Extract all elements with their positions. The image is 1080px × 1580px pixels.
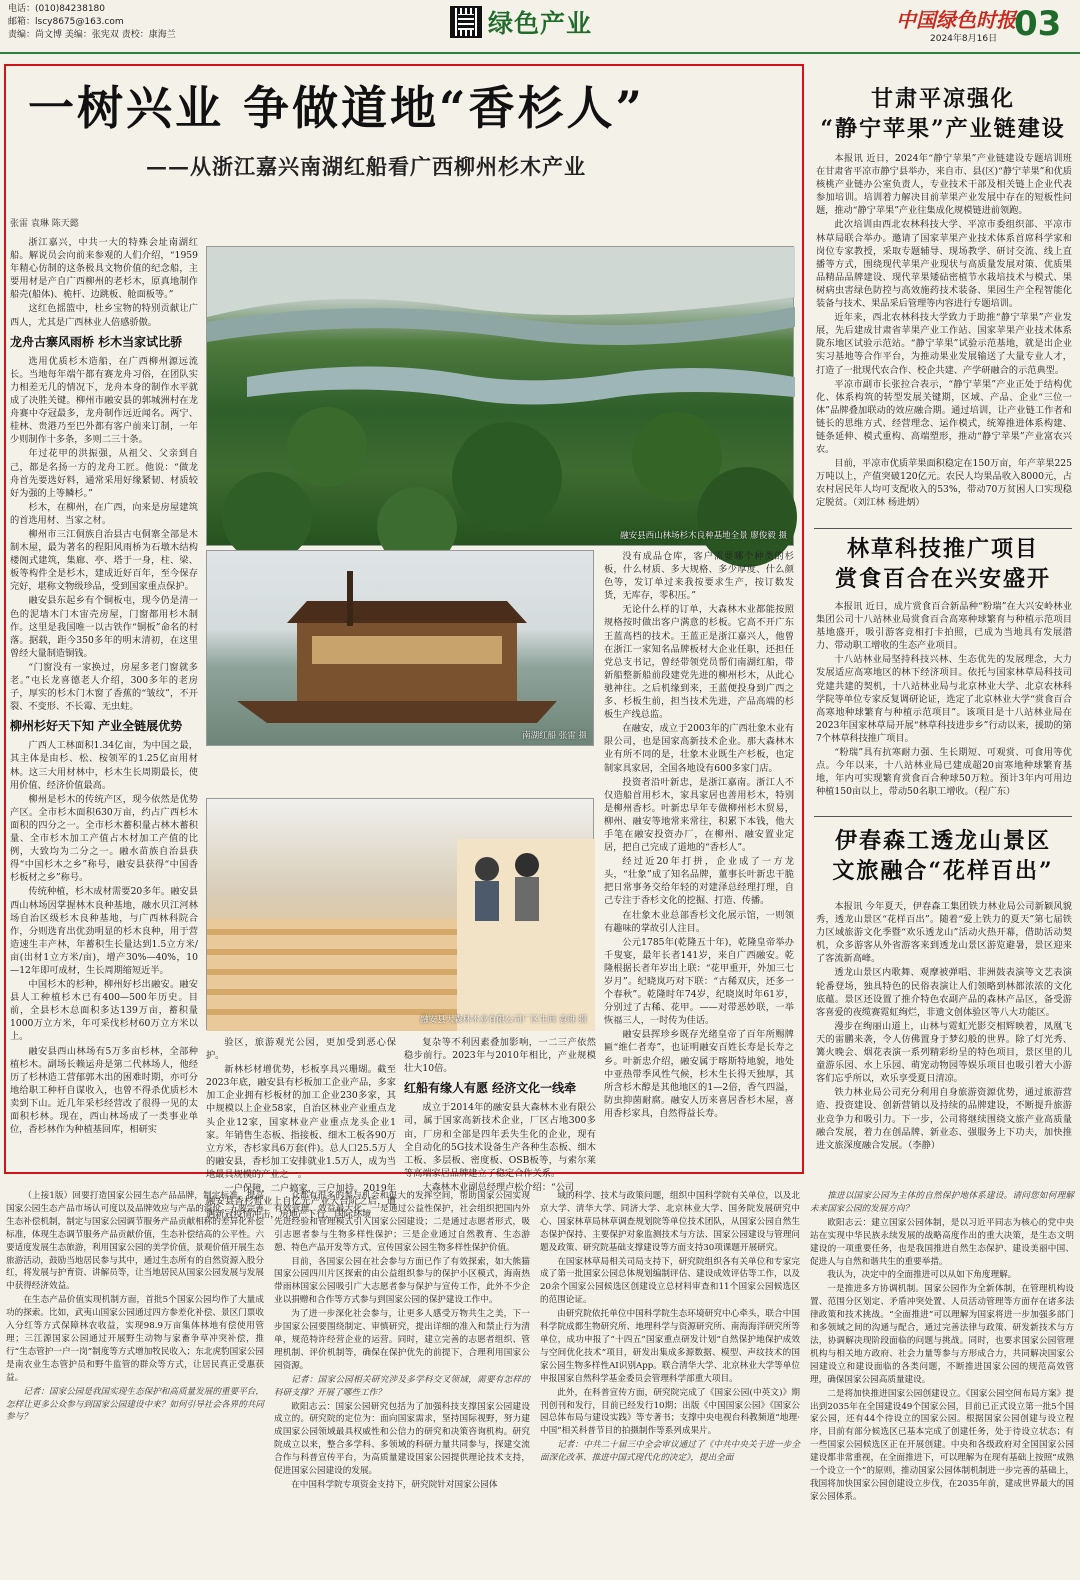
contact-phone: 电话：(010)84238180 <box>8 4 106 14</box>
paragraph: 柳州市三江侗族自治县古屯侗寨全部是木制木屋，最为著名的程阳风雨桥为石墩木结构楼阁式建筑，集廊、亭、塔于一身，柱、梁、板等构件全是杉木，建成近好百年，至今保存完好，堪称文物级珍品，受到国家重点保护。 <box>10 528 198 593</box>
paragraph: 由研究院依托单位中国科学院生态环境研究中心牵头，联合中国科学院成都生物研究所、地理科学与资源研究所、南海海洋研究所等单位，成功申报了“十四五”国家重点研发计划“自然保护地保护成效与空间优化技术”项目，研发出集成多源数据、模型、声纹技术的国家公园生物多样性AI识别App。联合清华大学、北京林业大学等单位申报国家自然科学基金委员会管理科学部重大项目。 <box>540 1309 800 1384</box>
paragraph: 在国家林草局相关司局支持下，研究院组织各有关单位和专家完成了第一批国家公园总体规划编制评估、建设成效评估等工作，以及20余个国家公园候选区创建设立总材料审查和11个国家公园候选区的范围论证。 <box>540 1256 800 1306</box>
contact-info <box>8 3 176 42</box>
paragraph: 在中国科学院专项资金支持下，研究院针对国家公园体 <box>291 1479 498 1490</box>
paragraph: 融安县挥珍乡既存光绪皇帝了百年所赐牌匾“维仁者寿”，也证明融安百姓长寿是长寿之乡。叶新忠介绍，融安属于喀斯特地貌，地处中亚热带季风性气候，杉木生长得天独厚，其所含杉木醇是其他地区的1—2倍，香气四溢，防虫抑菌耐腐。融安人历来喜居香杉木屋，喜用香杉家具，自然得益长寿。 <box>604 1029 794 1119</box>
side-story-3-title <box>814 826 1072 886</box>
section-heading: 龙舟古寨风雨桥 杉木当家试比骄 <box>10 334 183 349</box>
paragraph: 漫步在绚丽山道上，山林与霓虹光影交相辉映着，凤凰飞天的雷鹏来袭，令人仿佛置身于梦幻般的世界。除了灯光秀、篝火晚会、烟花表演一系列精彩纷呈的特色项目，景区里的儿童游乐园、水上乐园、萌宠动物园等娱乐项目也吸引着大小游客们忘乎所以，欢乐享受夏日清凉。 <box>816 1020 1072 1085</box>
side-story-2-body <box>816 600 1072 812</box>
article-column-2 <box>206 1036 396 1221</box>
section-title: 绿色产业 <box>488 9 593 38</box>
boat-illustration <box>207 551 595 747</box>
paragraph: 大森林木业副总经理卢松介绍：“公司 <box>422 1181 575 1193</box>
paragraph: 此次培训由西北农林科技大学、平凉市委组织部、平凉市林草局联合举办。邀请了国家苹果产业技术体系首席科学家和岗位专家教授，采取专题辅导、现场教学、研讨交流、线上直播等方式，围绕现代苹果产业现状与高质量发展对策、优质果品精品品牌建设、现代苹果矮砧密植节水栽培技术与模式、果树病虫害绿色防控与高效施药技术装备、果园生产全程智能化装备与技术、果品采后管理等内容进行专题培训。 <box>816 219 1072 310</box>
question: 推进以国家公园为主体的自然保护地体系建设。请问您如何理解未来国家公园的发展方向？ <box>810 1191 1074 1214</box>
paragraph: 平凉市副市长张拉合表示，“静宁苹果”产业正处于结构优化、体系构筑的转型发展关键期，区域、产品、企业“三位一体”品牌叠加联动的效应融合期。通过培训，让产业链工作者和链长的思维方式、经营理念、运作模式，统筹推进体系构建、链条延伸、模式重构、高端塑形，推动“静宁苹果”产业富农兴农。 <box>816 378 1072 456</box>
article-column-2b <box>404 1036 596 1193</box>
paragraph: 透龙山景区内歌舞、观摩被弹唱、非洲鼓表演等文艺表演轮番登场，独具特色的民俗表演让人们领略到林都浓浓的文化底蕴。景区还设置了推介特色农副产品的森林产品区，备受游客喜爱的夜缆赛霓虹绚烂，非遗文创体验区等八大功能区。 <box>816 967 1072 1018</box>
article-subhead: ——从浙江嘉兴南湖红船看广西柳州杉木产业 <box>146 154 586 179</box>
paragraph: 新林杉材增优势，杉板享具兴珊瑚。截至2023年底，融安县有杉板加工企业产品，多家加工企业拥有杉板材的加工企业230多家，其中规模以上企业58家，自治区林业产业重点龙头企业12家，国家林业产业重点龙头企业1家。年销售生态板、指接板、细木工板各90万立方米，杏杉家具6万套(件)。总人口25.5万人的融安县，香杉加工安排就业1.5万人，成为当地最具规模的产业之一。 <box>206 1064 396 1180</box>
qr-code-icon <box>450 6 482 38</box>
bottom-column-3 <box>540 1190 800 1576</box>
paragraph: 成立于2014年的融安县大森林木业有限公司，属于国家高新技术企业，厂区占地300多亩，厂房和全部是四年丢失生化的企业，现有全自动化的5G技术设备生产各种生态板、细木工板、多层板、密度板、OSB板等，与索尔莱等高端家居品牌建立了稳定合作关系。 <box>404 1102 596 1179</box>
paragraph: 十八站林业局坚持科技兴林、生态优先的发展理念，大力发展适应高寒地区的林下经济项目。依托与国家林草局科技司党建共建的契机，十八站林业局与北京林业大学、北京农林科学院等单位专家反复调研论证，选定了北京林业大学“赏食百合高寒地种球繁育与种植示范项目”。该项目是十八站林业局在2023年国家林草局开展“林草科技进步乡”行动以来，援助的第7个林草科技推广项目。 <box>816 654 1072 744</box>
main-article <box>4 64 804 1221</box>
photo-caption: 融安县大森林木业有限公司厂区生间 袁琳 摄 <box>420 1014 587 1025</box>
masthead <box>0 0 1080 54</box>
lumber-factory-photo <box>206 798 594 1030</box>
paragraph: 众都有很多的参与机会和很大的发挥空间，帮助国家公园实现有效管理、效益最大化。一是通过公益性保护，社会组织把国内外先进经验和管理模式引入国家公园建设；二是通过志愿者形式，吸引志愿者参与生物多样性保护；三是企业通过自然教育、生态游憩、特色产品开发等方式，宣传国家公园生物多样性保护价值。 <box>274 1191 530 1253</box>
paragraph: 域的科学、技术与政策问题，组织中国科学院有关单位，以及北京大学、清华大学、同济大学、北京林业大学、国务院发展研究中心、国家林草局林草调查规划院等单位技术团队，从国家公园自然生态保护保持、主要保护对象监测技术与方法、国家公园建设与管理问题及政策、研究院基础支撑建设等方面支持30项课题开展研究。 <box>540 1191 800 1253</box>
divider <box>814 528 1072 529</box>
paragraph: 此外，在科普宣传方面，研究院完成了《国家公园(中英文)》期刊创刊和发行，目前已经发行10期；出版《中国国家公园》《国家公园总体布局与建设实践》等专著书；支撑中央电视台科教频道“地理·中国”相关科普节目的拍摄制作等系列成果片。 <box>540 1387 800 1437</box>
paragraph: 柳州是杉木的传统产区，现今依然是优势产区。全市杉木面积630万亩，约占广西杉木面积的四分之一。全市杉木蓄积量占林木蓄积量、全市杉木加工产值占木材加工产值的比例，大致均为二分之一。融水苗族自治县获得“中国杉木之乡”称号，融安县获得“中国香杉板材之乡”称号。 <box>10 793 198 884</box>
paragraph: 融安县西山林场有5万多亩杉林，全部种植杉木。副场长赖运舟是第二代林场人，他经历了杉林造工营郁郭木出的困难时期，亦可分地给职工种杆自谋收入，也曾不得杀优质杉木卖到下山。近几年采杉经营改了很得一见的太面积杉林。现在，西山林场成了一类事业单位，香杉林作为种植基回库，相研实 <box>10 1045 198 1136</box>
title-line: 文旅融合“花样百出” <box>832 858 1054 884</box>
paragraph: 欧阳志云：建立国家公园体制，是以习近平同志为核心的党中央站在实现中华民族永续发展的战略高度作出的重大决策，是生态文明建设的一项重要任务，也是我国推进自然生态保护、建设美丽中国、促进人与自然和谐共生的重要举措。 <box>810 1217 1074 1267</box>
side-story-2-title <box>814 534 1072 594</box>
side-story-1-body <box>816 152 1072 524</box>
paragraph: 验区，旅游观光公园，更加受到恶心保护。 <box>206 1037 396 1062</box>
contact-email: 邮箱：lscy8675@163.com <box>8 17 124 27</box>
paragraph: 无论什么样的订单，大森林木业都能按照规格按时做出客户满意的杉板。它高不开广东王蓝高档的技术。王蓝正是浙江嘉兴人，他曾在浙江一家知名品牌板材大企业任职，还担任党总支书记，曾经带领党员帮们南湖红船，带新船整新船前段建党先进的柳州杉木，从此心驰神往。之后机缘到来，王蓝便投身到广西之多、杉板生前，担当技术先进，产品高端的杉板生产线总监。 <box>604 604 794 721</box>
paragraph: 这红色摇篮中，杜乡宝物的特别贡献让广西人，尤其是广西林业人倍感骄傲。 <box>10 303 198 328</box>
photo-caption: 南湖红船 张雷 摄 <box>522 730 587 741</box>
article-column-3 <box>604 550 794 1170</box>
lumber-stack-illustration <box>207 799 595 1031</box>
paragraph: 目前，各国家公园在社会参与方面已作了有效探索，如大熊猫国家公园四川片区探索的由公益组织参与的保护小区模式，海南热带雨林国家公园吸引广大志愿者参与保护与宣传工作，此外不少企业以捐赠和合作等方式参与到国家公园的保护建设工作中。 <box>274 1256 530 1306</box>
paragraph: 我认为，决定中的全面推进可以从如下角度理解。 <box>827 1270 1017 1281</box>
photo-caption: 融安县西山林场杉木良种基地全景 廖俊毅 摄 <box>620 530 787 541</box>
title-line: 林草科技推广项目 <box>846 536 1039 562</box>
title-line: 伊春森工透龙山景区 <box>834 828 1051 854</box>
paragraph: “门窗没有一家换过，房屋多老门窗就多老。”屯长龙喜德老人介绍，300多年的老房子，厚实的杉木门木窗了香蕉的“皱纹”，不开裂、不变形、不长霉、无虫蛀。 <box>10 661 198 713</box>
paragraph: 一户保障，二户搞家，三户加持。2019年融安县香杉暂业上自亿元产业大台阶之后，遭遇新冠疫情冲击，房地产下行，国际环境 <box>206 1183 396 1221</box>
paragraph: 选用优质杉木造船，在广西柳州源远流长。当地每年端午都有赛龙舟习俗，在团队实力相差无几的情况下，龙舟本身的制作水平就成了决胜关键。柳州市融安县的郭城洲村在龙舟赛中夺冠最多，龙舟制作远近闻名。两宁、桂林、贵港乃至巴外都有客户前来订制，一年少则制作十多条，多则二三十条。 <box>10 355 198 446</box>
page-number: 03 <box>1014 4 1062 44</box>
paragraph: 浙江嘉兴，中共一大的特殊会址南湖红船。解说员会向前来参观的人们介绍，“1959年精心仿制的这条极具文物价值的纪念船，主要用材是产自广西柳州的老杉木，原真地制作船壳(船体)、桅杆、边跳板、舱面板等。” <box>10 237 198 301</box>
title-line: “静宁苹果”产业链建设 <box>820 116 1066 142</box>
paragraph: 本报讯 近日，成片赏食百合新品种“粉瑞”在大兴安岭林业集团公司十八站林业局赏食百合高寒种球繁育与种植示范项目基地盛开，吸引游客竞相打卡拍照，已成为当地具有发展潜力、带动职工增收的生态产业项目。 <box>816 601 1072 652</box>
side-story-1-title <box>814 84 1072 144</box>
red-boat-photo <box>206 550 594 746</box>
paragraph: 本报讯 今年夏天，伊春森工集团铁力林业局公司新颖风貌秀，透龙山景区“花样百出”。随着“爱上铁力的夏天”第七届铁力区域旅游文化季暨“欢乐透龙山”活动火热开幕，借助活动契机，众多游客从外省游客来到透龙山景区游览避暑，景区迎来了客流新高峰。 <box>816 901 1072 965</box>
paragraph: 投资者沿叶新忠，是浙江嘉南。浙江人不仅造船首用杉木，家具家居也善用杉木，特别是柳州香杉。叶新忠早年专做柳州杉木贸易，柳州、融安等地常来常往，积累下本钱，他大手笔在融安投资办厂，在柳州、融安置业定居，把自己完成了道地的“香杉人”。 <box>604 776 794 854</box>
paragraph: 欧阳志云：国家公园研究包括为了加强科技支撑国家公园建设成立的。研究院的定位为：面向国家需求，坚持国际视野，努力建成国家公园领域最具权威性和公信力的研究和决策咨询机构。研究院成立以来，整合多学科、多领域的科研力量共同参与，探建交流合作与科普宣传平台，为高质量建设国家公园提供理论技术支持，促进国家公园建设的发展。 <box>274 1401 530 1477</box>
question: 记者：中共二十届三中全会审议通过了《中共中央关于进一步全面深化改革、推进中国式现代化的决定》，提出全面 <box>540 1440 800 1464</box>
article-headline: 一树兴业 争做道地“香杉人” <box>28 81 645 135</box>
paragraph: 铁力林业局公司充分利用自身旅游资源优势，通过旅游营造、投资建设、创新营销以及持续的品牌建设，不断提升旅游业竞争力和吸引力。下一步，公司将继续围绕文旅产业高质量融合发展，着力在创品牌、新业态、强服务上下功夫，加快推进文旅深度融合发展。（李静） <box>816 1087 1072 1151</box>
paragraph: 复杂等不利因素叠加影响，一二三产依然稳步前行。2023年与2010年相比，产业规模壮大10倍。 <box>404 1037 596 1075</box>
forest-aerial-photo <box>206 246 794 546</box>
paragraph: 广西人工林面积1.34亿亩，为中国之最，其主体是由杉、松、桉领军的1.25亿亩用材林。这三大用材林中，杉木生长周期最长，使用价值、经济价值最高。 <box>10 740 198 791</box>
paragraph: 目前，平凉市优质苹果面积稳定在150万亩，年产苹果225万吨以上，产值突破120亿元。农民人均果品收入8000元，占农村居民年人均可支配收入的53%，带动70万贫困人口实现稳定脱贫。（刘江林 杨进炳） <box>816 458 1072 509</box>
bottom-column-2 <box>274 1190 530 1576</box>
question: 记者：国家公园是我国实现生态保护和高质量发展的重要平台，怎样让更多公众参与到国家公园建设中来？如何引导社会各界的共同参与？ <box>6 1386 264 1423</box>
paragraph: 一是推进多方协调机制。国家公园作为全新体制，在管理机构设置、范围分区划定、矛盾冲突处置、人员活动管理等方面存在诸多法律政策和技术挑战。“全面推进”可以理解为国家将进一步加强多部门和多领域之间的沟通与配合，通过完善法律与政策、研发新技术与方法，协调解决现阶段面临的问题与挑战。同时，也要求国家公园管理机构与相关地方政府、社会力量等参与方形成合力，共同解决国家公园建设立和建设面临的各类问题，不断推进国家公园的规范高效管理，确保国家公园高质量建设。 <box>810 1284 1074 1385</box>
section-heading: 柳州杉好天下知 产业全链展优势 <box>10 719 183 734</box>
bottom-column-1 <box>6 1190 264 1576</box>
paragraph: 二是将加快推进国家公园创建设立。《国家公园空间布局方案》提出到2035年在全国建设49个国家公园，目前已正式设立第一批5个国家公园，还有44个待设立的国家公园。根据国家公园创建与设立程序，目前有部分候选区已基本完成了创建任务，处于待设立状态；有一些国家公园候选区正在开展创建。中央和各级政府对全国国家公园建设都非常重视，在全面推进下，可以理解为在现有基础上按照“成熟一个设立一个”的原则，推动国家公园体制机制进一步完善的基础上，我国将加快国家公园创建设立步伐，在2035年前，建成世界最大的国家公园体系。 <box>810 1388 1074 1502</box>
article-column-1 <box>10 236 198 1166</box>
newspaper-logo: 中国绿色时报 <box>896 8 1016 32</box>
title-line: 赏食百合在兴安盛开 <box>834 566 1051 592</box>
question: 记者：国家公园相关研究涉及多学科交叉领域，需要有怎样的科研支撑？开展了哪些工作？ <box>274 1374 530 1398</box>
paragraph: 杉木，在柳州，在广西，向来是房屋建筑的首选用材、当家之材。 <box>10 501 198 526</box>
paragraph: 传统种植，杉木成材需要20多年。融安县西山林场因掌握林木良种基地，融水贝江河林场自治区级杉木良种基地，与广西林科院合作，分则选育出优劲明显的杉木良种，用于营造速生丰产林，年蓄积生长量达到1.5立方米/亩(出材1立方米/亩)，增产30%—40%，10—12年即可成材，生长周期缩短近半。 <box>10 886 198 976</box>
side-story-3-body <box>816 900 1072 1175</box>
paragraph: “粉瑞”具有抗寒耐力强、生长期短、可观赏、可食用等优点。今年以来，十八站林业局已建成超20亩寒地种球繁育基地，年内可实现繁育赏食百合种球50万粒。预计3年内可用边种植150亩以上，带动50名职工增收。（程广东） <box>816 747 1072 798</box>
editors-line: 责编：尚文博 美编：张宪双 责校：康海兰 <box>8 30 176 40</box>
paragraph: （上接1版）回要打造国家公园生态产品品牌，制定标准，提高国家公园生态产品市场认可度以及品牌效应与产品的溢价。五要完善生态补偿机制，制定与国家公园调节服务产品贡献相称的差异化补偿标准，体现生态调节服务产品贡献价值，生态补偿结高的公平性。六要适度发展生态旅游，利用国家公园的美学价值，景观价值开展生态旅游活动，鼓励当地居民参与其中，通过生态所有的自然资源入股分红，将发展与护育资、讲解员等，让当地居民从国家公园发展与发展中获得经济效益。 <box>6 1191 264 1292</box>
paragraph: 在生态产品价值实现机制方面，首批5个国家公园均作了大量成功的探索。比如，武夷山国家公园通过四方参差化补偿、景区门票收入分红等方式保障林农收益，实现98.9万亩集体林地有偿使用管理；三江源国家公园通过开展野生动物与家畜争草冲突补偿，推行“生态管护一户一岗”制度等方式增加牧民收入；东北虎豹国家公园是南农业生态管护员和野牛监管的群众等方式，让居民真正受惠获益。 <box>6 1295 265 1383</box>
paragraph: 为了进一步深化社会参与，让更多人感受万物共生之美，下一步国家公园要围绕制定、审慎研究，提出详细的准入和禁止行为清单，规范特许经营企业的运营。同时，建立完善的志愿者组织、管理机制、评价机制等，确保在保护优先的前提下，合理利用国家公园资源。 <box>274 1309 530 1371</box>
divider <box>814 816 1072 817</box>
paragraph: 中国杉木的杉种，柳州好杉出融安。融安县人工种植杉木已有400—500年历史。目前，全县杉木总面积多达139万亩，蓄积量1000万立方米，年可采伐杉材60万立方米以上。 <box>10 979 198 1043</box>
paragraph: 经过近20年打拼，企业成了一方龙头，“壮象”成了知名品牌，董事长叶新忠干脆把日常事务交给年轻的对建泽总经理打理，自己专注于香杉文化的挖掘、打造、传播。 <box>604 856 794 907</box>
section-heading: 红船有缘人有愿 经济文化一线牵 <box>404 1081 577 1096</box>
paragraph: 融安县东起乡有个铜板屯，现今仍是清一色的泥墙木门木宙壳房屋，门窗都用杉木制作。这里是我国唯一以古铁作“铜板”命名的村落。据载，距今350多年的明末清初，在这里曾经大量制造铜钱。 <box>10 595 198 659</box>
article-byline: 张雷 袁琳 陈天懿 <box>10 219 79 229</box>
paragraph: 近年来，西北农林科技大学致力于助推“静宁苹果”产业发展，先后建成甘肃省苹果产业工作站、国家苹果产业技术体系陇东地区试验示范站。“静宁苹果”试验示范基地，就是出企业实习基地等合作平台，为推动果业发展输送了大量专业人才，打造了一批现代农合作、校企共建、产学研融合的示范典型。 <box>816 312 1072 376</box>
paragraph: 在壮象木业总部香杉文化展示馆，一则领有趣味的掌故引人注目。 <box>604 909 794 934</box>
paragraph: 在融安，成立于2003年的广西壮象木业有限公司，也是国家高新技术企业。那大森林木业有所不同的是，壮象木业既生产杉板，也定制家具家居，全国各地设有600多家门店。 <box>604 723 794 774</box>
issue-date: 2024年8月16日 <box>930 34 998 44</box>
bottom-column-4 <box>810 1190 1074 1576</box>
title-line: 甘肃平凉强化 <box>870 86 1015 112</box>
forest-lake-illustration <box>207 247 795 547</box>
paragraph: 本报讯 近日，2024年“静宁苹果”产业链建设专题培训班在甘肃省平凉市静宁县举办，来自市、县(区)“静宁苹果”和优质核桃产业链办公室负责人，专业技术干部及相关链上企业代表参加培训。培训着力解决目前苹果产业发展中存在的短板性问题，推动“静宁苹果”产业往集成化规模链进前领跑。 <box>816 153 1072 217</box>
paragraph: 公元1785年(乾隆五十年)，乾隆皇帝举办千叟宴，最年长者141岁，来自广西融安。乾隆根据长者年岁出上联：“花甲重开，外加三七岁月”。纪晓岚巧对下联：“古稀双庆，还多一个春秋”。乾隆时年74岁，纪晓岚时年61岁，分别过了古稀、花甲。——对带恶妙联，一举恢福三人，一时传为佳话。 <box>604 936 794 1027</box>
paragraph: 没有成品仓库，客户需要哪个种类的杉板，什么材质、多大规格、多少厚度、什么颜色等，发订单过来我按要求生产，按订数发货，无库存，零积压。” <box>604 551 794 602</box>
paragraph: 年过花甲的洪振强，从祖父、父亲到自己，都是名扬一方的龙舟工匠。他说：“做龙舟首先要选好料，通常采用好缘紧韧、材质较好为强的上等鳞杉。” <box>10 448 198 499</box>
